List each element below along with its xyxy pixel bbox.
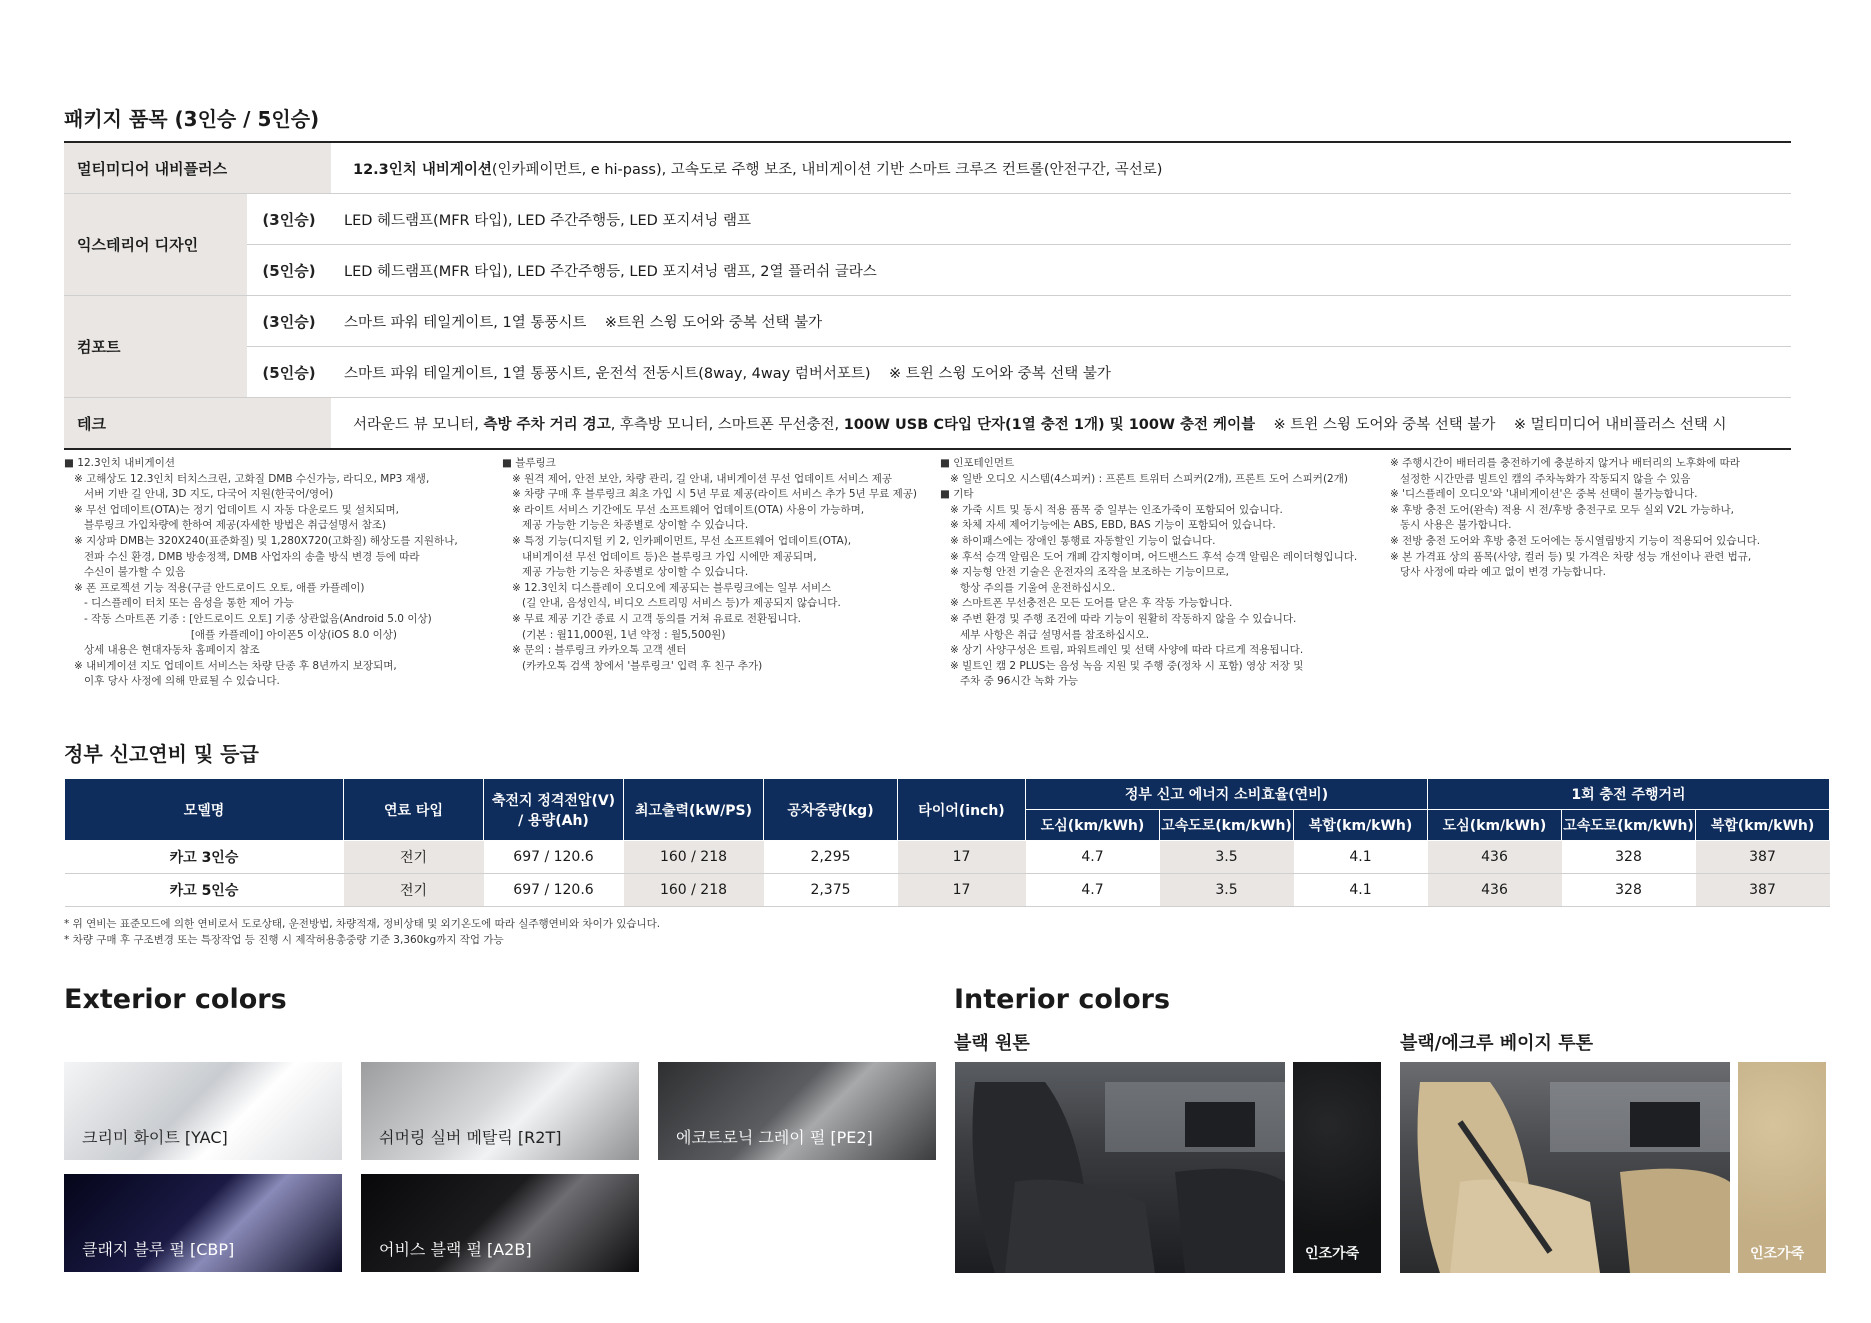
package-line-seat-type: (5인승)	[262, 363, 316, 382]
header-model: 모델명	[65, 779, 344, 841]
seat-illustration-black	[955, 1062, 1285, 1273]
cell-city-eff: 4.7	[1026, 841, 1160, 874]
fuel-footnote: * 차량 구매 후 구조변경 또는 특장작업 등 진행 시 제작허용총중량 기준 3,360kg까지 작업 가능	[64, 934, 504, 946]
header-comb-eff: 복합(km/kWh)	[1294, 810, 1428, 841]
header-hwy-eff: 고속도로(km/kWh)	[1160, 810, 1294, 841]
cell-hwy-range: 328	[1562, 874, 1696, 907]
cell-power: 160 / 218	[624, 874, 764, 907]
header-battery-line2: / 용량(Ah)	[518, 812, 589, 829]
interior-colors-title: Interior colors	[954, 984, 1171, 1015]
cell-battery: 697 / 120.6	[484, 841, 624, 874]
cell-tire: 17	[898, 841, 1026, 874]
package-line	[331, 143, 1791, 193]
cell-hwy-range: 328	[1562, 841, 1696, 874]
package-line-seat-type: (3인승)	[262, 312, 316, 331]
cell-model: 카고 5인승	[65, 874, 344, 907]
cell-comb-eff: 4.1	[1294, 874, 1428, 907]
color-name: 클래지 블루 펄 [CBP]	[82, 1240, 235, 1259]
color-name: 어비스 블랙 펄 [A2B]	[379, 1240, 532, 1259]
cell-fuel-type: 전기	[344, 874, 484, 907]
cell-city-eff: 4.7	[1026, 874, 1160, 907]
package-line-bold: 12.3인치 내비게이션	[353, 161, 492, 178]
cell-comb-range: 387	[1696, 841, 1830, 874]
package-line	[247, 194, 1791, 245]
package-line-text: LED 헤드램프(MFR 타입), LED 주간주행등, LED 포지셔닝 램프, 2열 플러쉬 글라스	[344, 263, 877, 280]
package-line-text: (인카페이먼트, e hi-pass), 고속도로 주행 보조, 내비게이션 기반 스마트 크루즈 컨트롤(안전구간, 곡선로)	[491, 161, 1163, 178]
color-swatch-abyss-black[interactable]	[361, 1174, 639, 1272]
header-efficiency-group: 정부 신고 에너지 소비효율(연비)	[1026, 779, 1428, 810]
cell-tire: 17	[898, 874, 1026, 907]
cell-weight: 2,295	[764, 841, 898, 874]
package-line-text: LED 헤드램프(MFR 타입), LED 주간주행등, LED 포지셔닝 램프	[344, 212, 752, 229]
header-comb-range: 복합(km/kWh)	[1696, 810, 1830, 841]
package-section-title: 패키지 품목 (3인승 / 5인승)	[64, 107, 320, 131]
package-table	[64, 141, 1791, 450]
header-fuel-type: 연료 타입	[344, 779, 484, 841]
color-swatch-creamy-white[interactable]	[64, 1062, 342, 1160]
package-row-multimedia	[64, 143, 1791, 194]
notes-column-infotainment: ■ 인포테인먼트 ※ 일반 오디오 시스템(4스피커) : 프론트 트위터 스피커(2개), 프론트 도어 스피커(2개) ■ 기타 ※ 가죽 시트 및 동시 적용 품목 중 일부는 인조가죽이 포함되어 있습니다. ※ 차체 자세 제어기능에는 ABS, EBD, BAS 기능이 포함되어 있습니다. ※ 하이패스에는 장애인 통행료 자동할인 기능이 없습니다. ※ 후석 승객 알림은 도어 개폐 감지형이며, 어드밴스드 후석 승객 알림은 레이더형입니다. ※ 지능형 안전 기술은 운전자의 조작을 보조하는 기능이므로, 항상 주의를 기울여 운전하십시오. ※ 스마트폰 무선충전은 모든 도어를 닫은 후 작동 가능합니다. ※ 주변 환경 및 주행 조건에 따라 기능이 원활히 작동하지 않을 수 있습니다. 세부 사항은 취급 설명서를 참조하십시오. ※ 상기 사양구성은 트림, 파워트레인 및 선택 사양에 따라 다르게 적용됩니다. ※ 빌트인 캠 2 PLUS는 음성 녹음 지원 및 주행 중(정차 시 포함) 영상 저장 및 주차 중 96시간 녹화 가능	[940, 457, 1358, 688]
header-power: 최고출력(kW/PS)	[624, 779, 764, 841]
color-swatch-shimmering-silver[interactable]	[361, 1062, 639, 1160]
package-line-text: , 후측방 모니터, 스마트폰 무선충전,	[610, 416, 844, 433]
notes-column-misc: ※ 주행시간이 배터리를 충전하기에 충분하지 않거나 배터리의 노후화에 따라 설정한 시간만큼 빌트인 캠의 주차녹화가 작동되지 않을 수 있음 ※ '디스플레이 오디오'와 '내비게이션'은 중복 선택이 불가능합니다. ※ 후방 충전 도어(완속) 적용 시 전/후방 충전구로 모두 실외 V2L 가능하나, 동시 사용은 불가합니다. ※ 전방 충전 도어와 후방 충전 도어에는 동시열림방지 기능이 적용되어 있습니다. ※ 본 가격표 상의 품목(사양, 컬러 등) 및 가격은 차량 성능 개선이나 관련 법규, 당사 사정에 따라 예고 없이 변경 가능합니다.	[1390, 457, 1761, 579]
cell-power: 160 / 218	[624, 841, 764, 874]
package-line-text: ※ 트윈 스윙 도어와 중복 선택 불가 ※ 멀티미디어 내비플러스 선택 시	[1255, 416, 1727, 433]
package-line-seat-type: (3인승)	[262, 210, 316, 229]
cell-fuel-type: 전기	[344, 841, 484, 874]
package-line-bold: 100W USB C타입 단자(1열 충전 1개) 및 100W 충전 케이블	[843, 416, 1256, 433]
header-battery	[484, 779, 624, 841]
package-row-head: 컴포트	[64, 296, 247, 397]
interior-option-title: 블랙 원톤	[954, 1033, 1030, 1054]
table-row	[65, 841, 1830, 874]
color-swatch-ecotronic-gray[interactable]	[658, 1062, 936, 1160]
cell-hwy-eff: 3.5	[1160, 841, 1294, 874]
cell-hwy-eff: 3.5	[1160, 874, 1294, 907]
package-line	[247, 245, 1791, 295]
package-line-text: 스마트 파워 테일게이트, 1열 통풍시트 ※트윈 스윙 도어와 중복 선택 불가	[344, 314, 823, 331]
package-row-head: 테크	[64, 398, 331, 448]
package-line-text: 스마트 파워 테일게이트, 1열 통풍시트, 운전석 전동시트(8way, 4way 럼버서포트) ※ 트윈 스윙 도어와 중복 선택 불가	[344, 365, 1111, 382]
seat-illustration-beige	[1400, 1062, 1730, 1273]
package-line	[247, 347, 1791, 397]
header-hwy-range: 고속도로(km/kWh)	[1562, 810, 1696, 841]
header-range-group: 1회 충전 주행거리	[1428, 779, 1830, 810]
leather-label: 인조가죽	[1750, 1246, 1805, 1262]
cell-comb-range: 387	[1696, 874, 1830, 907]
package-row-head: 멀티미디어 내비플러스	[64, 143, 331, 193]
header-battery-line1: 축전지 정격전압(V)	[491, 792, 616, 809]
cell-weight: 2,375	[764, 874, 898, 907]
package-line-seat-type: (5인승)	[262, 261, 316, 280]
leather-swatch-beige	[1738, 1062, 1826, 1273]
interior-option-title: 블랙/에크루 베이지 투톤	[1400, 1033, 1593, 1054]
notes-column-navigation: ■ 12.3인치 내비게이션 ※ 고해상도 12.3인치 터치스크린, 고화질 DMB 수신가능, 라디오, MP3 재생, 서버 기반 길 안내, 3D 지도, 다국어 지원(한국어/영어) ※ 무선 업데이트(OTA)는 정기 업데이트 시 자동 다운로드 및 설치되며, 블루링크 가입차량에 한하여 제공(자세한 방법은 취급설명서 참조) ※ 지상파 DMB는 320X240(표준화질) 및 1,280X720(고화질) 해상도를 지원하나, 전파 수신 환경, DMB 방송정책, DMB 사업자의 송출 방식 변경 등에 따라 수신이 불가할 수 있음 ※ 폰 프로젝션 기능 적용(구글 안드로이드 오토, 애플 카플레이) - 디스플레이 터치 또는 음성을 통한 제어 가능 - 작동 스마트폰 기종 : [안드로이드 오토] 기종 상관없음(Android 5.0 이상) [애플 카플레이] 아이폰5 이상(iOS 8.0 이상) 상세 내용은 현대자동차 홈페이지 참조 ※ 내비게이션 지도 업데이트 서비스는 차량 단종 후 8년까지 보장되며, 이후 당사 사정에 의해 만료될 수 있습니다.	[64, 457, 458, 688]
interior-photo-black	[955, 1062, 1285, 1273]
package-line	[331, 398, 1791, 448]
leather-label: 인조가죽	[1305, 1246, 1360, 1262]
color-name: 에코트로닉 그레이 펄 [PE2]	[676, 1128, 873, 1147]
header-city-range: 도심(km/kWh)	[1428, 810, 1562, 841]
cell-city-range: 436	[1428, 841, 1562, 874]
fuel-section-title: 정부 신고연비 및 등급	[64, 742, 259, 766]
cell-model: 카고 3인승	[65, 841, 344, 874]
color-name: 크리미 화이트 [YAC]	[82, 1128, 228, 1147]
package-row-tech	[64, 398, 1791, 448]
color-name: 쉬머링 실버 메탈릭 [R2T]	[379, 1128, 562, 1147]
fuel-efficiency-table	[64, 778, 1830, 907]
header-city-eff: 도심(km/kWh)	[1026, 810, 1160, 841]
header-weight: 공차중량(kg)	[764, 779, 898, 841]
leather-swatch-black	[1293, 1062, 1381, 1273]
fuel-footnote: * 위 연비는 표준모드에 의한 연비로서 도로상태, 운전방법, 차량적재, 정비상태 및 외기온도에 따라 실주행연비와 차이가 있습니다.	[64, 918, 661, 930]
package-line-text: 서라운드 뷰 모니터,	[353, 416, 484, 433]
cell-battery: 697 / 120.6	[484, 874, 624, 907]
interior-photo-beige	[1400, 1062, 1730, 1273]
package-line-bold: 측방 주차 거리 경고	[483, 416, 611, 433]
package-row-head: 익스테리어 디자인	[64, 194, 247, 295]
package-row-exterior	[64, 194, 1791, 296]
table-row	[65, 874, 1830, 907]
notes-column-bluelink: ■ 블루링크 ※ 원격 제어, 안전 보안, 차량 관리, 길 안내, 내비게이션 무선 업데이트 서비스 제공 ※ 차량 구매 후 블루링크 최초 가입 시 5년 무료 제공(라이트 서비스 추가 5년 무료 제공) ※ 라이트 서비스 기간에도 무선 소프트웨어 업데이트(OTA) 사용이 가능하며, 제공 가능한 기능은 차종별로 상이할 수 있습니다. ※ 특정 기능(디지털 키 2, 인카페이먼트, 무선 소프트웨어 업데이트(OTA), 내비게이션 무선 업데이트 등)은 블루링크 가입 시에만 제공되며, 제공 가능한 기능은 차종별로 상이할 수 있습니다. ※ 12.3인치 디스플레이 오디오에 제공되는 블루링크에는 일부 서비스 (길 안내, 음성인식, 비디오 스트리밍 서비스 등)가 제공되지 않습니다. ※ 무료 제공 기간 종료 시 고객 동의를 거쳐 유료로 전환됩니다. (기본 : 월11,000원, 1년 약정 : 월5,500원) ※ 문의 : 블루링크 카카오톡 고객 센터 (카카오톡 검색 창에서 '블루링크' 입력 후 친구 추가)	[502, 457, 918, 672]
package-line	[247, 296, 1791, 347]
package-row-comfort	[64, 296, 1791, 398]
exterior-colors-title: Exterior colors	[64, 984, 287, 1015]
cell-city-range: 436	[1428, 874, 1562, 907]
header-tire: 타이어(inch)	[898, 779, 1026, 841]
color-swatch-clage-blue[interactable]	[64, 1174, 342, 1272]
cell-comb-eff: 4.1	[1294, 841, 1428, 874]
